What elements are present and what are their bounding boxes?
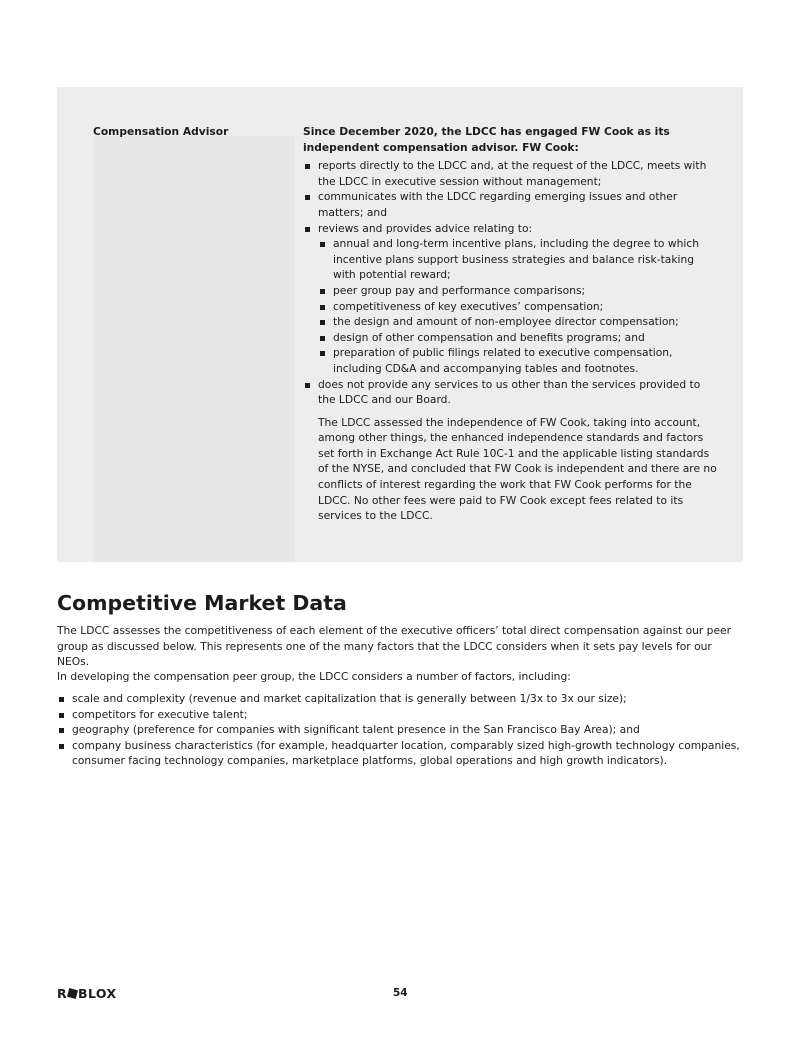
list-item: communicates with the LDCC regarding emerging issues and other matters; and (303, 189, 718, 220)
list-item: annual and long-term incentive plans, including the degree to which incentive plans support business strategies and balance risk-taking with potential reward; (318, 236, 718, 283)
list-item: geography (preference for companies with significant talent presence in the San Francisco Bay Area); and (57, 722, 747, 738)
logo-tilted-square-icon (67, 988, 78, 999)
list-item: preparation of public filings related to executive compensation, including CD&A and accompanying tables and footnotes. (318, 345, 718, 376)
list-item: reports directly to the LDCC and, at the request of the LDCC, meets with the LDCC in executive session without management; (303, 158, 718, 189)
page-number: 54 (393, 987, 408, 999)
list-item: scale and complexity (revenue and market capitalization that is generally between 1/3x to 3x our size); (57, 691, 747, 707)
row-label: Compensation Advisor (93, 125, 229, 138)
advisor-duties-list (303, 158, 718, 408)
peer-group-factors-list (57, 691, 747, 769)
list-item: company business characteristics (for example, headquarter location, comparably sized high-growth technology companies, consumer facing technology companies, marketplace platforms, global operations and high growth indicators). (57, 738, 747, 769)
list-item-label: reviews and provides advice relating to: (318, 221, 533, 235)
section-title: Competitive Market Data (57, 591, 347, 615)
section-paragraph: In developing the compensation peer group, the LDCC considers a number of factors, including: (57, 670, 571, 683)
list-item: the design and amount of non-employee director compensation; (318, 314, 718, 330)
independence-paragraph: The LDCC assessed the independence of FW Cook, taking into account, among other things, the enhanced independence standards and factors set forth in Exchange Act Rule 10C-1 and the applicable listing standards of the NYSE, and concluded that FW Cook is independent and there are no conflicts of interest regarding the work that FW Cook performs for the LDCC. No other fees were paid to FW Cook except fees related to its services to the LDCC. (318, 415, 717, 523)
list-item: does not provide any services to us other than the services provided to the LDCC and our Board. (303, 377, 718, 408)
section-paragraph: The LDCC assesses the competitiveness of each element of the executive officers’ total direct compensation against our peer group as discussed below. This represents one of the many factors that the LDCC considers when it sets pay levels for our NEOs. (57, 624, 732, 669)
list-item: design of other compensation and benefits programs; and (318, 330, 718, 346)
list-item: peer group pay and performance comparisons; (318, 283, 718, 299)
list-item: competitiveness of key executives’ compensation; (318, 299, 718, 315)
row-content (303, 124, 718, 524)
list-item: competitors for executive talent; (57, 707, 747, 723)
list-item (303, 221, 718, 377)
advice-topics-list (318, 236, 718, 376)
roblox-logo: R BLOX (57, 986, 117, 1001)
label-column (93, 136, 295, 562)
row-intro: Since December 2020, the LDCC has engaged FW Cook as its independent compensation advisor. FW Cook: (303, 125, 670, 154)
